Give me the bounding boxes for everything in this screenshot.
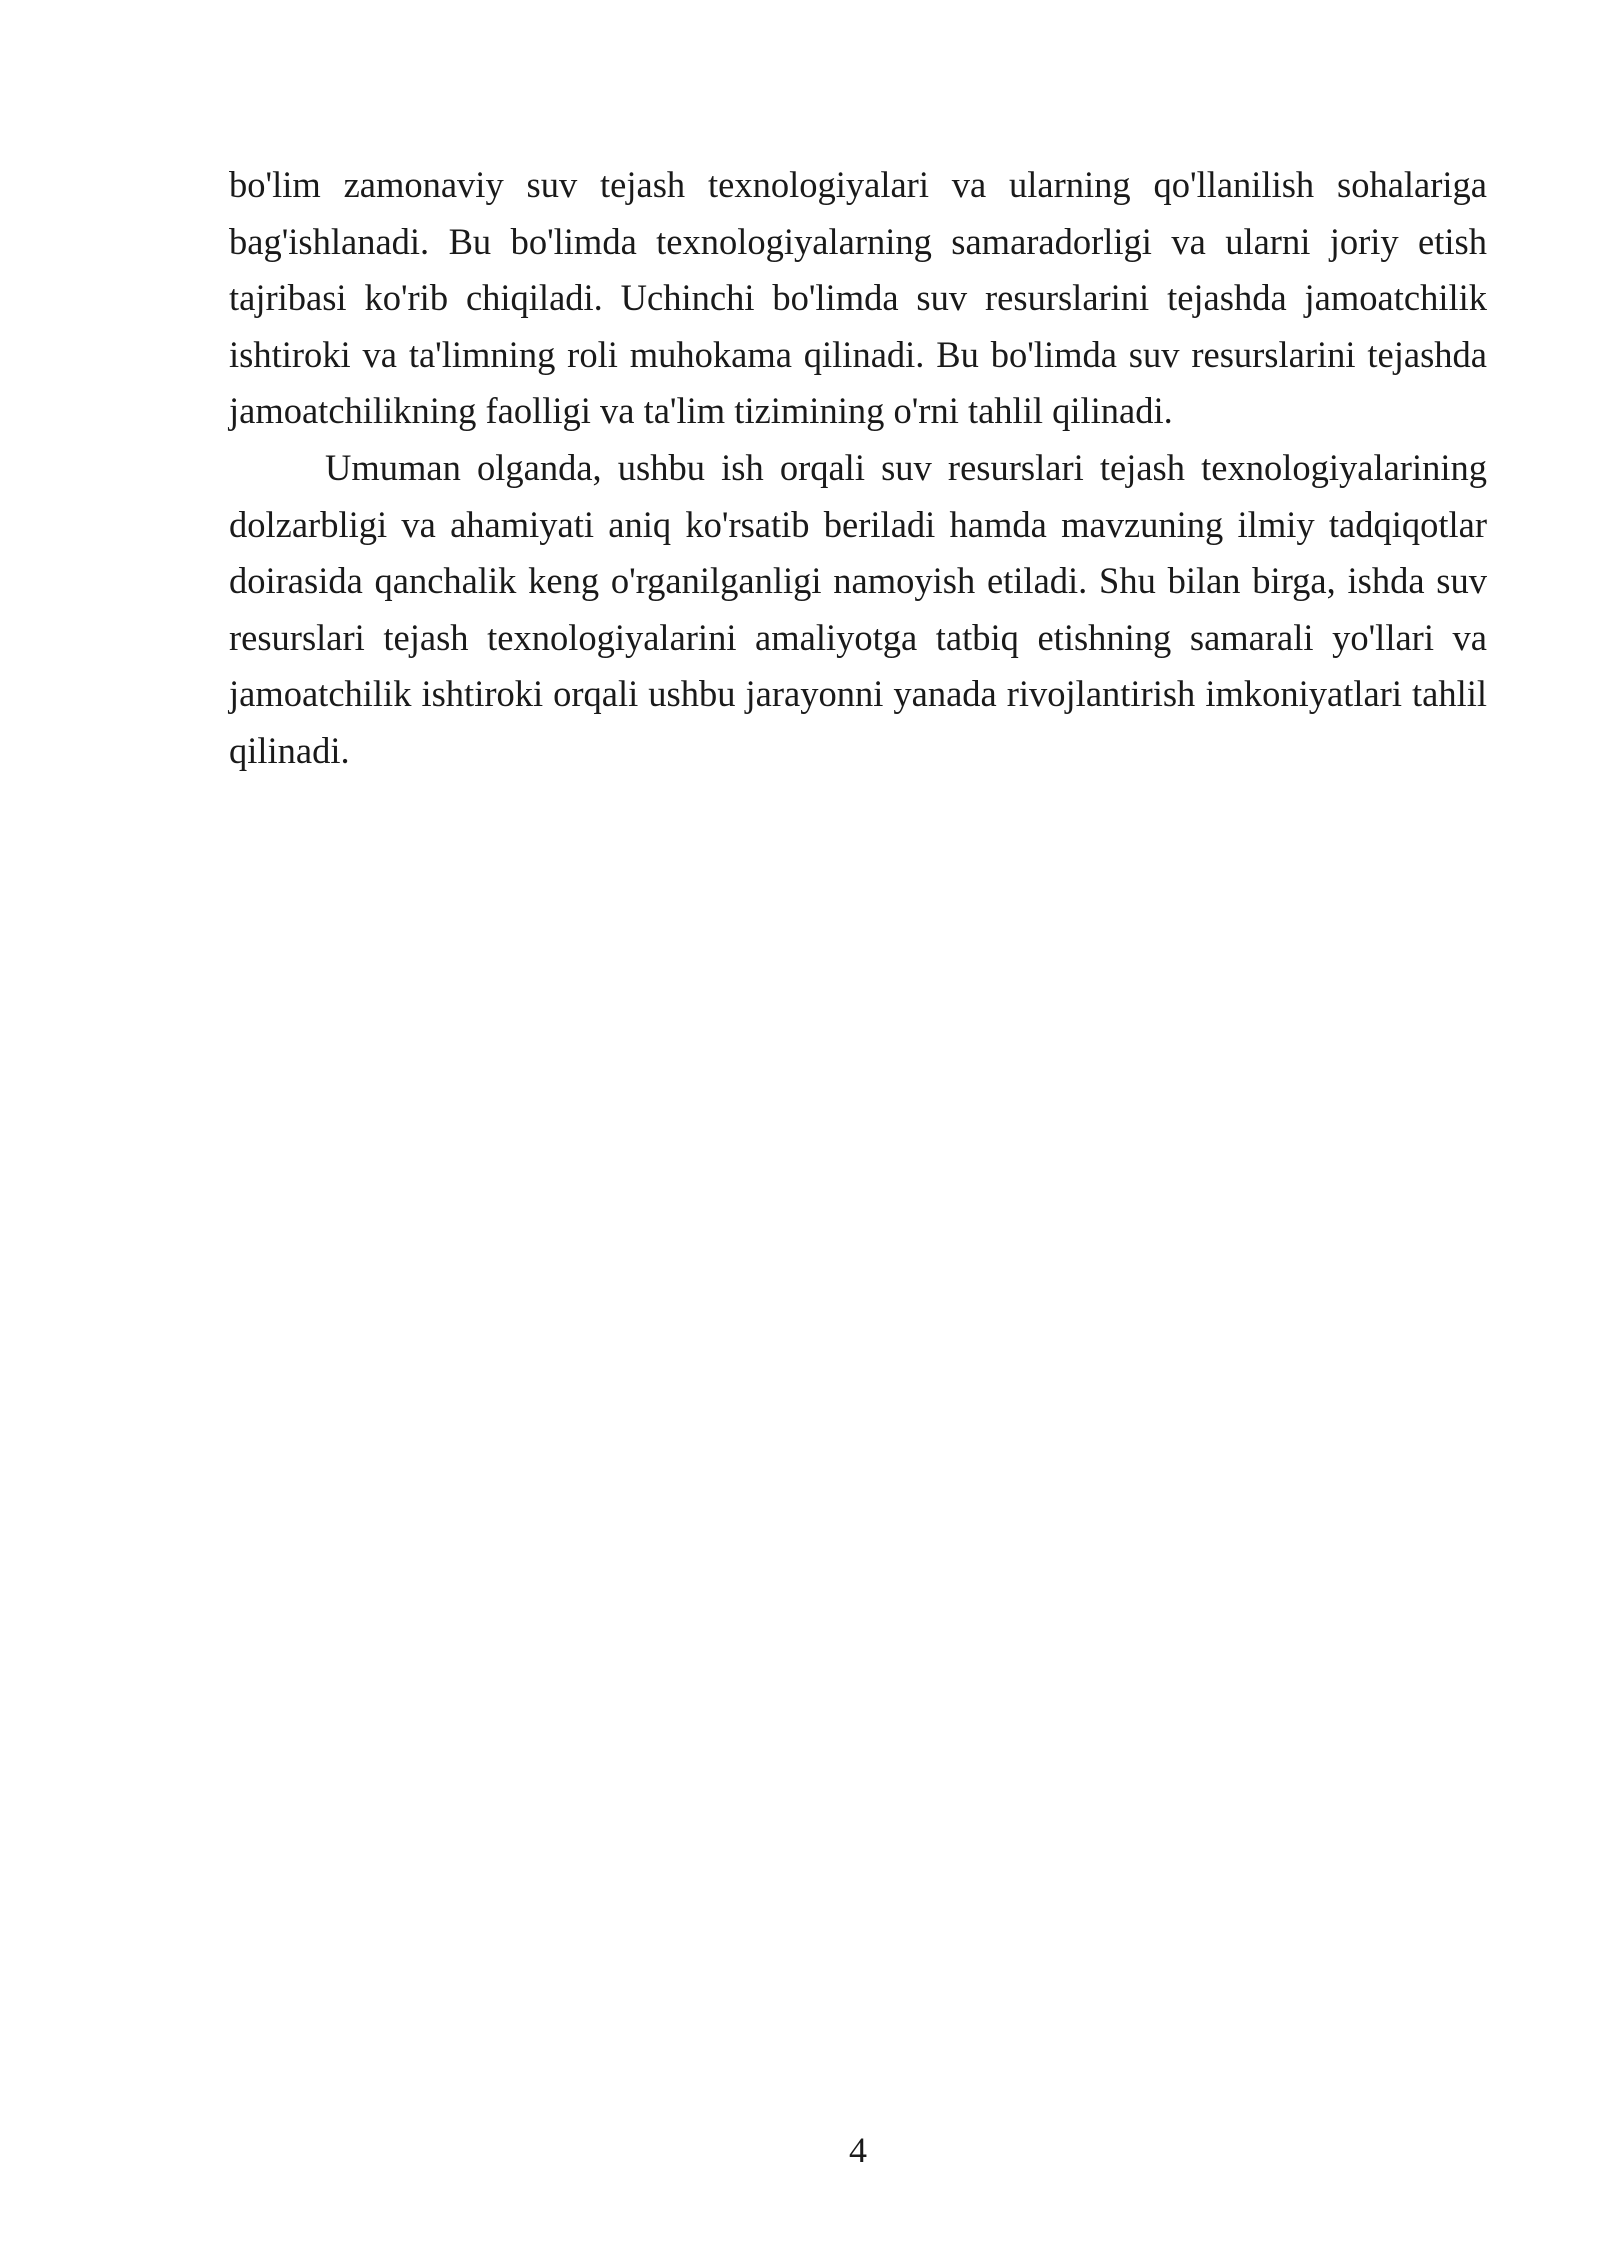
paragraph: Umuman olganda, ushbu ish orqali suv resurslari tejash texnologiyalarining dolzarbligi va ahamiyati aniq ko'rsatib beriladi hamda mavzuning ilmiy tadqiqotlar doirasida qanchalik keng o'rganilganligi namoyish etiladi. Shu bilan birga, ishda suv resurslari tejash texnologiyalarini amaliyotga tatbiq etishning samarali yo'llari va jamoatchilik ishtiroki orqali ushbu jarayonni yanada rivojlantirish imkoniyatlari tahlil qilinadi. [229,446,1487,771]
paragraph: bo'lim zamonaviy suv tejash texnologiyalari va ularning qo'llanilish sohalariga bag'ishlanadi. Bu bo'limda texnologiyalarning samaradorligi va ularni joriy etish tajribasi ko'rib chiqiladi. Uchinchi bo'limda suv resurslarini tejashda jamoatchilik ishtiroki va ta'limning roli muhokama qilinadi. Bu bo'limda suv resurslarini tejashda jamoatchilikning faolligi va ta'lim tizimining o'rni tahlil qilinadi. [229,164,1487,432]
page-number: 4 [849,2130,867,2170]
body-text [229,157,1487,780]
